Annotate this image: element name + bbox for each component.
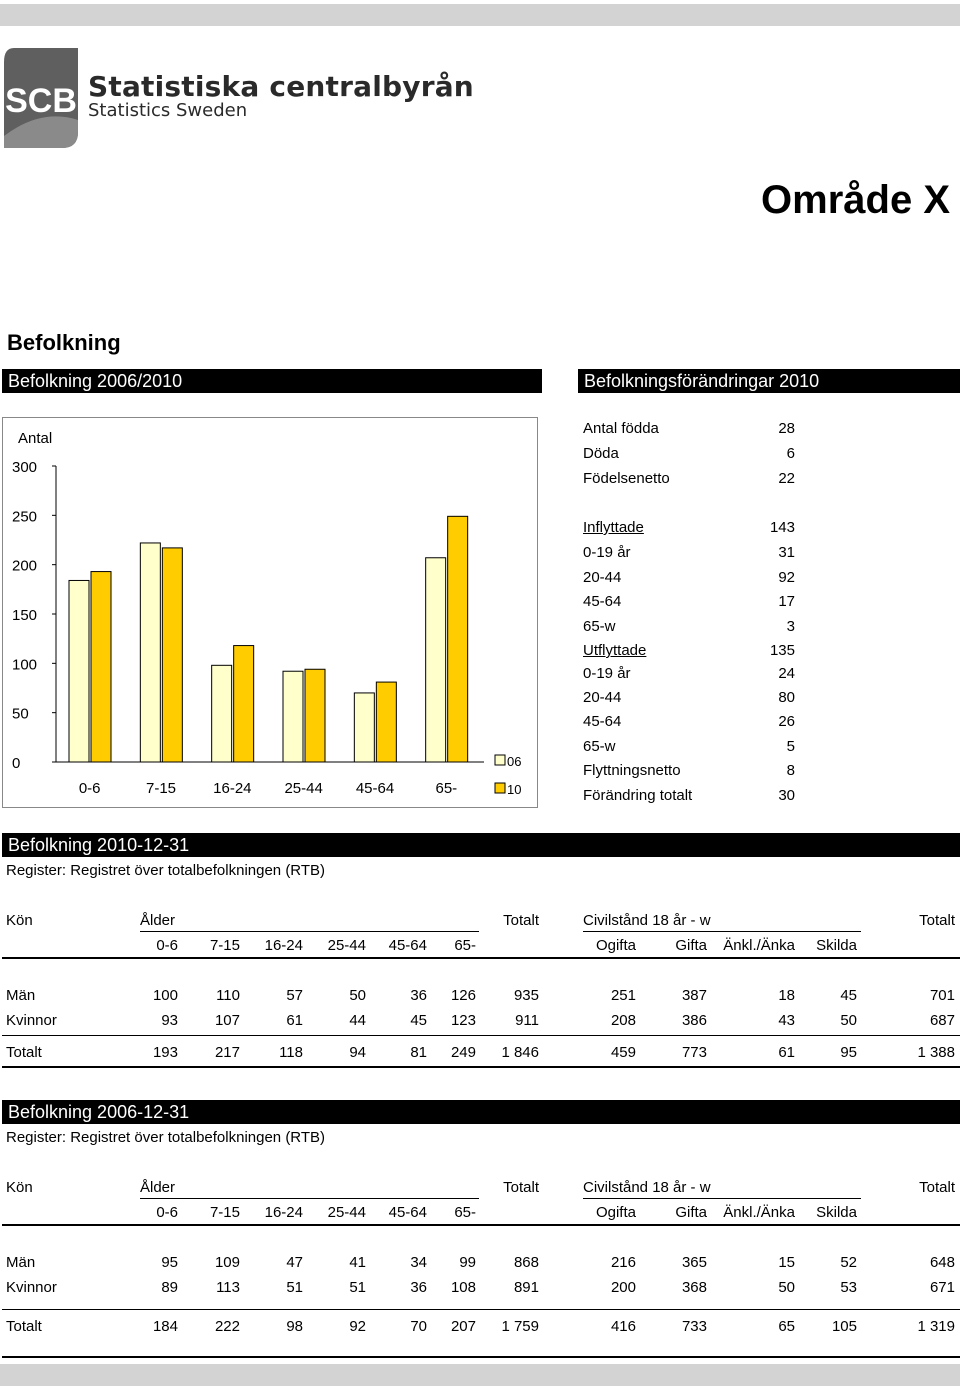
table-cell: 110	[216, 987, 240, 1004]
sub-header: 25-44	[327, 1204, 366, 1221]
change-value: 30	[778, 787, 795, 804]
civil-underline	[583, 931, 861, 932]
table-cell: 701	[929, 987, 955, 1004]
change-label: Födelsenetto	[583, 470, 670, 487]
table-cell: 44	[349, 1012, 366, 1029]
table-cell: 1 319	[917, 1318, 955, 1335]
row-label: Män	[6, 1254, 36, 1271]
bottom-band	[0, 1364, 960, 1386]
row-label: Män	[6, 987, 36, 1004]
table-cell: 184	[152, 1318, 178, 1335]
table-cell: 51	[349, 1279, 366, 1296]
sub-header: Gifta	[675, 937, 707, 954]
sub-header: 0-6	[156, 937, 178, 954]
bar-06-16-24	[212, 665, 232, 762]
sub-header: 7-15	[209, 1204, 240, 1221]
table-cell: 18	[778, 987, 795, 1004]
table-cell: 93	[161, 1012, 178, 1029]
change-value: 8	[786, 762, 795, 779]
change-value: 3	[786, 618, 795, 635]
legend-label: 06	[507, 754, 522, 769]
table-cell: 648	[929, 1254, 955, 1271]
sub-header: 16-24	[264, 937, 303, 954]
table-cell: 123	[450, 1012, 476, 1029]
table-cell: 45	[840, 987, 857, 1004]
chart-heading: Befolkning 2006/2010	[2, 369, 542, 393]
table-cell: 193	[152, 1044, 178, 1061]
change-label: 0-19 år	[583, 544, 631, 561]
sub-header: Ogifta	[595, 937, 636, 954]
table-cell: 207	[450, 1318, 476, 1335]
y-tick-label: 0	[12, 755, 21, 772]
change-value: 28	[778, 420, 795, 437]
sub-header: 16-24	[264, 1204, 303, 1221]
sub-header: Skilda	[816, 937, 857, 954]
table-cell: 51	[286, 1279, 303, 1296]
row-label: Totalt	[6, 1318, 42, 1335]
x-tick-label: 45-64	[355, 780, 395, 797]
col-civilstand: Civilstånd 18 år - w	[583, 912, 711, 929]
bar-10-16-24	[234, 646, 254, 762]
legend-label: 10	[507, 782, 522, 797]
y-tick-label: 100	[12, 656, 38, 674]
table-cell: 53	[840, 1279, 857, 1296]
sub-header: Ogifta	[595, 1204, 636, 1221]
total-rule	[2, 1035, 960, 1036]
change-label: 20-44	[583, 689, 622, 706]
table-cell: 47	[286, 1254, 303, 1271]
table-cell: 41	[349, 1254, 366, 1271]
table-cell: 733	[681, 1318, 707, 1335]
table-cell: 89	[161, 1279, 178, 1296]
bar-06-25-44	[283, 671, 303, 762]
table-cell: 216	[610, 1254, 636, 1271]
col-totalt: Totalt	[503, 1179, 539, 1196]
change-value: 143	[769, 519, 795, 536]
table-cell: 113	[216, 1279, 240, 1296]
y-axis-label: Antal	[18, 430, 53, 447]
changes-heading: Befolkningsförändringar 2010	[578, 369, 960, 393]
col-totalt-civil: Totalt	[919, 1179, 955, 1196]
table-cell: 365	[681, 1254, 707, 1271]
y-tick-label: 300	[12, 459, 38, 476]
table-cell: 200	[610, 1279, 636, 1296]
table-cell: 94	[349, 1044, 366, 1061]
change-value: 24	[778, 665, 795, 682]
y-tick-label: 200	[12, 557, 38, 575]
section-heading: Befolkning	[7, 330, 121, 355]
change-value: 80	[778, 689, 795, 706]
change-value: 6	[786, 445, 795, 462]
table-cell: 217	[214, 1044, 240, 1061]
age-underline	[140, 1198, 479, 1199]
table-heading: Befolkning 2010-12-31	[2, 833, 960, 857]
table-cell: 911	[515, 1012, 539, 1029]
page-title: Område X	[761, 178, 950, 222]
table-cell: 61	[286, 1012, 303, 1029]
col-kon: Kön	[6, 1179, 33, 1196]
table-cell: 868	[513, 1254, 539, 1271]
bar-10-0-6	[91, 572, 111, 762]
table-cell: 50	[778, 1279, 795, 1296]
table-cell: 251	[610, 987, 636, 1004]
change-label: 20-44	[583, 569, 622, 586]
change-label: 45-64	[583, 593, 622, 610]
change-value: 22	[778, 470, 795, 487]
x-tick-label: 16-24	[213, 780, 252, 797]
table-cell: 61	[778, 1044, 795, 1061]
register-note: Register: Registret över totalbefolkningen (RTB)	[6, 862, 326, 879]
table-cell: 109	[214, 1254, 240, 1271]
table-heading: Befolkning 2006-12-31	[2, 1100, 960, 1124]
table-cell: 773	[681, 1044, 707, 1061]
sub-header: 65-	[454, 1204, 476, 1221]
table-end-rule	[2, 1066, 960, 1068]
table-cell: 36	[410, 1279, 427, 1296]
change-value: 92	[778, 569, 795, 586]
y-tick-label: 150	[12, 607, 38, 624]
table-cell: 249	[450, 1044, 476, 1061]
change-label: 45-64	[583, 713, 622, 730]
org-subtitle: Statistics Sweden	[88, 100, 248, 121]
table-cell: 1 759	[501, 1318, 539, 1335]
col-civilstand: Civilstånd 18 år - w	[583, 1179, 711, 1196]
table-cell: 52	[840, 1254, 857, 1271]
sub-header: Skilda	[816, 1204, 857, 1221]
table-cell: 45	[410, 1012, 427, 1029]
org-name: Statistiska centralbyrån	[88, 70, 474, 103]
sub-header: 25-44	[327, 937, 366, 954]
x-tick-label: 7-15	[145, 780, 177, 797]
table-cell: 108	[450, 1279, 476, 1296]
col-alder: Ålder	[140, 912, 176, 929]
sub-header: 7-15	[209, 937, 240, 954]
bar-10-45-64	[376, 682, 396, 762]
change-value: 17	[778, 593, 795, 610]
col-kon: Kön	[6, 912, 33, 929]
table-cell: 459	[610, 1044, 636, 1061]
table-cell: 15	[778, 1254, 795, 1271]
y-tick-label: 250	[12, 508, 38, 526]
table-cell: 386	[681, 1012, 707, 1029]
table-cell: 95	[840, 1044, 857, 1061]
legend-swatch-10	[495, 783, 505, 793]
col-totalt-civil: Totalt	[919, 912, 955, 929]
table-cell: 70	[410, 1318, 427, 1335]
table-cell: 1 846	[501, 1044, 539, 1061]
change-label: 65-w	[583, 738, 616, 755]
table-cell: 95	[161, 1254, 178, 1271]
register-note: Register: Registret över totalbefolkningen (RTB)	[6, 1129, 326, 1146]
header-rule	[2, 957, 960, 959]
change-label: Utflyttade	[583, 642, 647, 659]
table-cell: 50	[840, 1012, 857, 1029]
change-value: 135	[769, 642, 795, 659]
table-cell: 57	[286, 987, 303, 1004]
table-cell: 416	[610, 1318, 636, 1335]
bar-10-65-	[448, 516, 468, 762]
table-cell: 65	[778, 1318, 795, 1335]
bar-06-65-	[426, 558, 446, 762]
bar-06-0-6	[69, 580, 89, 762]
table-cell: 99	[459, 1254, 476, 1271]
change-label: Inflyttade	[583, 519, 644, 536]
civil-underline	[583, 1198, 861, 1199]
table-cell: 34	[410, 1254, 427, 1271]
x-tick-label: 65-	[435, 780, 458, 797]
logo-letters: SCB	[5, 82, 77, 120]
table-cell: 92	[349, 1318, 366, 1335]
change-value: 31	[778, 544, 795, 561]
table-cell: 208	[610, 1012, 636, 1029]
legend-swatch-06	[495, 755, 505, 765]
sub-header: 0-6	[156, 1204, 178, 1221]
table-cell: 43	[778, 1012, 795, 1029]
table-cell: 107	[214, 1012, 240, 1029]
table-cell: 935	[513, 987, 539, 1004]
x-tick-label: 0-6	[78, 780, 101, 797]
table-cell: 387	[681, 987, 707, 1004]
table-cell: 671	[929, 1279, 955, 1296]
bar-06-7-15	[140, 543, 160, 762]
table-cell: 368	[681, 1279, 707, 1296]
table-cell: 222	[214, 1318, 240, 1335]
table-cell: 36	[410, 987, 427, 1004]
row-label: Kvinnor	[6, 1012, 57, 1029]
sub-header: 65-	[454, 937, 476, 954]
table-cell: 81	[410, 1044, 427, 1061]
bar-10-25-44	[305, 669, 325, 762]
col-alder: Ålder	[140, 1179, 176, 1196]
sub-header: Änkl./Änka	[723, 1204, 795, 1221]
change-value: 26	[778, 713, 795, 730]
total-rule	[2, 1309, 960, 1310]
sub-header: Änkl./Änka	[723, 937, 795, 954]
change-label: Döda	[583, 445, 619, 462]
bar-10-7-15	[162, 548, 182, 762]
table-cell: 891	[513, 1279, 539, 1296]
table-end-rule	[2, 1356, 960, 1358]
table-cell: 50	[349, 987, 366, 1004]
change-label: 0-19 år	[583, 665, 631, 682]
header-rule	[2, 1224, 960, 1226]
sub-header: 45-64	[388, 1204, 427, 1221]
table-cell: 100	[152, 987, 178, 1004]
x-tick-label: 25-44	[284, 780, 323, 797]
change-label: Flyttningsnetto	[583, 762, 681, 779]
table-cell: 687	[929, 1012, 955, 1029]
bar-chart	[0, 0, 560, 820]
y-tick-label: 50	[12, 705, 29, 723]
bar-06-45-64	[354, 693, 374, 762]
table-cell: 118	[279, 1044, 303, 1061]
table-cell: 126	[450, 987, 476, 1004]
table-cell: 98	[286, 1318, 303, 1335]
sub-header: Gifta	[675, 1204, 707, 1221]
col-totalt: Totalt	[503, 912, 539, 929]
row-label: Kvinnor	[6, 1279, 57, 1296]
row-label: Totalt	[6, 1044, 42, 1061]
change-label: Antal födda	[583, 420, 659, 437]
age-underline	[140, 931, 479, 932]
sub-header: 45-64	[388, 937, 427, 954]
table-cell: 105	[831, 1318, 857, 1335]
change-label: Förändring totalt	[583, 787, 693, 804]
change-value: 5	[786, 738, 795, 755]
change-label: 65-w	[583, 618, 616, 635]
table-cell: 1 388	[917, 1044, 955, 1061]
